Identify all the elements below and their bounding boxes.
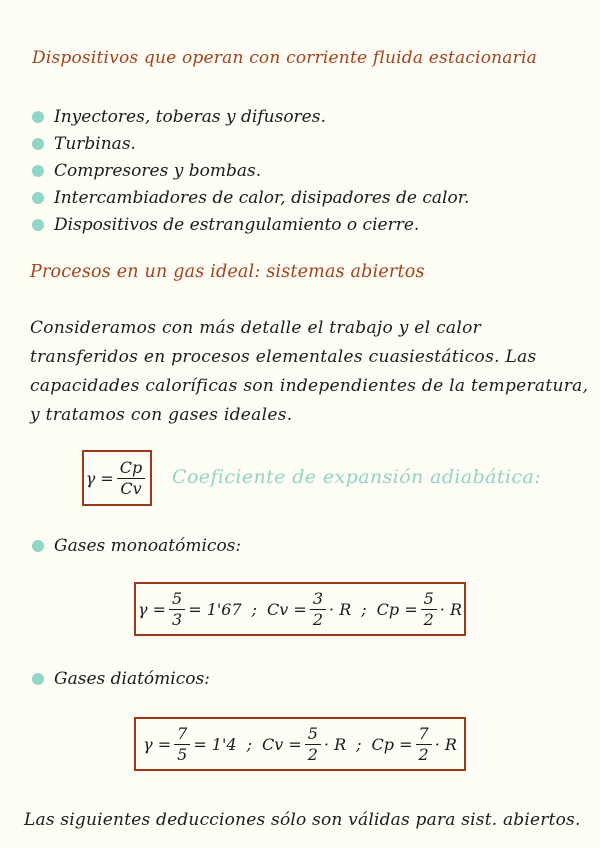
fraction-denominator: Cv — [120, 478, 142, 498]
diatomic-bullet — [32, 669, 210, 689]
bullet-dot-icon — [32, 192, 44, 204]
gamma-value: = 1'67 — [188, 599, 242, 619]
list-item — [32, 130, 469, 157]
bullet-dot-icon — [32, 111, 44, 123]
gamma-lhs: γ = — [137, 599, 167, 619]
paragraph-line: Consideramos con más detalle el trabajo y el calor — [30, 318, 482, 338]
separator: ; — [251, 599, 258, 619]
bullet-dot-icon — [32, 138, 44, 150]
heading-procesos: Procesos en un gas ideal: sistemas abiertos — [30, 262, 425, 282]
list-item-text: Dispositivos de estrangulamiento o cierre. — [54, 214, 420, 235]
gamma-value: = 1'4 — [193, 734, 237, 754]
gamma-fraction — [117, 459, 145, 497]
fraction-denominator: 2 — [312, 609, 324, 629]
cp-r: · R — [434, 734, 457, 754]
intro-paragraph — [30, 314, 590, 430]
bullet-dot-icon — [32, 165, 44, 177]
paragraph-line: capacidades caloríficas son independientes de la temperatura, — [30, 376, 589, 396]
footer-note: Las siguientes deducciones sólo son válidas para sist. abiertos. — [24, 810, 581, 830]
bullet-dot-icon — [32, 540, 44, 552]
cp-lhs: Cp = — [371, 734, 413, 754]
list-item — [32, 211, 469, 238]
fraction-numerator: Cp — [117, 459, 145, 479]
gamma-lhs: γ = — [143, 734, 172, 754]
cv-r: · R — [323, 734, 347, 754]
separator: ; — [356, 734, 362, 754]
fraction-denominator: 3 — [172, 609, 183, 629]
fraction-numerator: 7 — [174, 725, 190, 745]
fraction-numerator: 7 — [416, 725, 432, 745]
cp-r: · R — [439, 599, 463, 619]
cp-fraction — [421, 590, 437, 628]
list-item — [32, 157, 469, 184]
cp-fraction — [416, 725, 432, 763]
gamma-definition-box — [82, 450, 152, 506]
coef-label: Coeficiente de expansión adiabática: — [172, 466, 541, 488]
separator: ; — [246, 734, 252, 754]
fraction-denominator: 5 — [177, 744, 188, 764]
fraction-numerator: 5 — [169, 590, 185, 610]
separator: ; — [361, 599, 367, 619]
diatomic-formula-box — [134, 717, 466, 771]
cv-fraction — [305, 725, 321, 763]
monoatomic-label: Gases monoatómicos: — [54, 536, 242, 556]
fraction-denominator: 2 — [418, 744, 429, 764]
fraction-numerator: 5 — [421, 590, 437, 610]
list-item-text: Turbinas. — [54, 133, 136, 154]
device-list — [32, 103, 469, 238]
gamma-lhs: γ = — [85, 468, 114, 488]
list-item — [32, 103, 469, 130]
monoatomic-bullet — [32, 536, 241, 556]
list-item-text: Inyectores, toberas y difusores. — [54, 106, 326, 127]
gamma-fraction — [174, 725, 190, 763]
bullet-dot-icon — [32, 673, 44, 685]
list-item — [32, 184, 469, 211]
gamma-fraction — [169, 590, 185, 628]
list-item-text: Compresores y bombas. — [54, 160, 262, 181]
diatomic-label: Gases diatómicos: — [54, 669, 210, 689]
monoatomic-formula-box — [134, 582, 466, 636]
cv-lhs: Cv = — [261, 734, 302, 754]
bullet-dot-icon — [32, 219, 44, 231]
paragraph-line: y tratamos con gases ideales. — [30, 405, 293, 425]
fraction-numerator: 3 — [310, 590, 326, 610]
fraction-denominator: 2 — [307, 744, 318, 764]
list-item-text: Intercambiadores de calor, disipadores de calor. — [54, 187, 470, 208]
cv-lhs: Cv = — [267, 599, 307, 619]
cv-fraction — [310, 590, 326, 628]
cv-r: · R — [329, 599, 352, 619]
cp-lhs: Cp = — [376, 599, 418, 619]
heading-dispositivos: Dispositivos que operan con corriente fluida estacionaria — [32, 48, 537, 68]
paragraph-line: transferidos en procesos elementales cuasiestáticos. Las — [30, 347, 537, 367]
fraction-numerator: 5 — [305, 725, 321, 745]
fraction-denominator: 2 — [423, 609, 434, 629]
